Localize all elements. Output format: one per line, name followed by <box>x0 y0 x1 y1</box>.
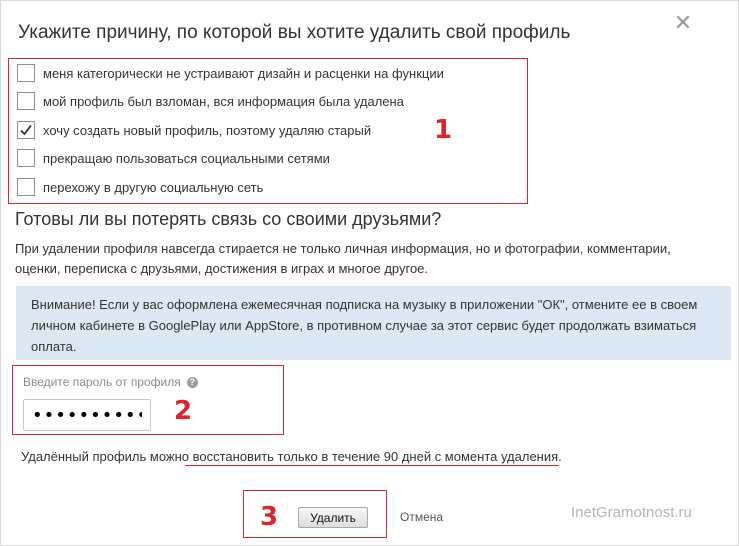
step-marker-3: 3 <box>260 502 279 532</box>
reason-option[interactable] <box>17 91 404 111</box>
cancel-link[interactable]: Отмена <box>400 510 444 524</box>
step-marker-2: 2 <box>174 396 193 426</box>
reason-label: перехожу в другую социальную сеть <box>43 179 264 195</box>
reason-label: прекращаю пользоваться социальными сетями <box>43 150 330 166</box>
password-input[interactable] <box>23 399 151 431</box>
reason-option[interactable] <box>17 148 330 168</box>
reason-label: меня категорически не устраивают дизайн и расценки на функции <box>43 65 444 81</box>
dialog-title: Укажите причину, по которой вы хотите удалить свой профиль <box>18 22 571 43</box>
reason-checkbox[interactable] <box>17 149 35 167</box>
warning-heading: Готовы ли вы потерять связь со своими друзьями? <box>15 209 442 229</box>
reason-label: хочу создать новый профиль, поэтому удаляю старый <box>43 122 372 138</box>
checkmark-icon <box>19 123 33 137</box>
reason-checkbox[interactable] <box>17 178 35 196</box>
reason-option[interactable] <box>17 120 371 140</box>
reason-label: мой профиль был взломан, вся информация была удалена <box>43 93 404 109</box>
restore-note: Удалённый профиль можно восстановить только в течение 90 дней с момента удаления. <box>21 449 562 464</box>
reason-option[interactable] <box>17 177 263 197</box>
password-label-text: Введите пароль от профиля <box>23 375 181 389</box>
restore-note-underline <box>185 465 559 466</box>
reason-checkbox[interactable] <box>17 92 35 110</box>
password-label <box>23 375 198 389</box>
reason-checkbox[interactable] <box>17 64 35 82</box>
reason-option[interactable] <box>17 63 444 83</box>
subscription-notice: Внимание! Если у вас оформлена ежемесячная подписка на музыку в приложении "ОК", отмените ее в своем личном кабинете в GooglePlay или AppStore, в противном случае за этот сервис будет продолжать взиматься оплата. <box>16 286 731 360</box>
step-marker-1: 1 <box>434 115 453 145</box>
warning-description: При удалении профиля навсегда стирается не только личная информация, но и фотографии, комментарии, оценки, переписка с друзьями, достижения в играх и многое другое. <box>15 241 671 276</box>
delete-button[interactable]: Удалить <box>298 507 368 528</box>
reason-checkbox[interactable] <box>17 121 35 139</box>
watermark: InetGramotnost.ru <box>571 504 692 521</box>
help-icon[interactable]: ? <box>187 377 198 388</box>
close-icon[interactable]: ✕ <box>673 10 693 35</box>
